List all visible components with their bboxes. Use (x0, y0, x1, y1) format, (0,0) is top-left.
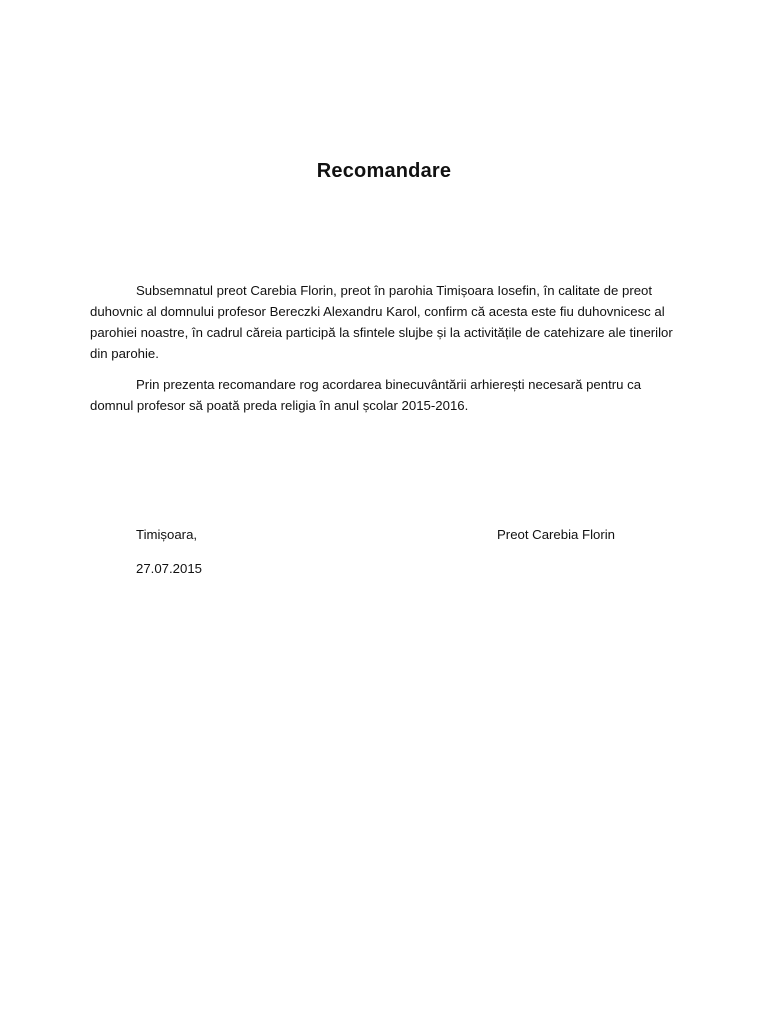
document-title: Recomandare (316, 160, 452, 182)
paragraph-confirmation: Subsemnatul preot Carebia Florin, preot în parohia Timișoara Iosefin, în calitate de preot duhovnic al domnului profesor Bereczki Alexandru Karol, confirm că acesta este fiu duhovnicesc al parohiei noastre, în cadrul căreia participă la sfintele slujbe și la activitățile de catehizare ale tinerilor din parohie. (90, 283, 673, 361)
paragraph-request: Prin prezenta recomandare rog acordarea binecuvântării arhierești necesară pentru ca domnul profesor să poată preda religia în anul școlar 2015-2016. (90, 377, 642, 413)
document-body (90, 280, 680, 426)
place-label: Timișoara, (136, 527, 198, 542)
document-date: 27.07.2015 (136, 561, 203, 576)
signature-name: Preot Carebia Florin (497, 527, 616, 542)
